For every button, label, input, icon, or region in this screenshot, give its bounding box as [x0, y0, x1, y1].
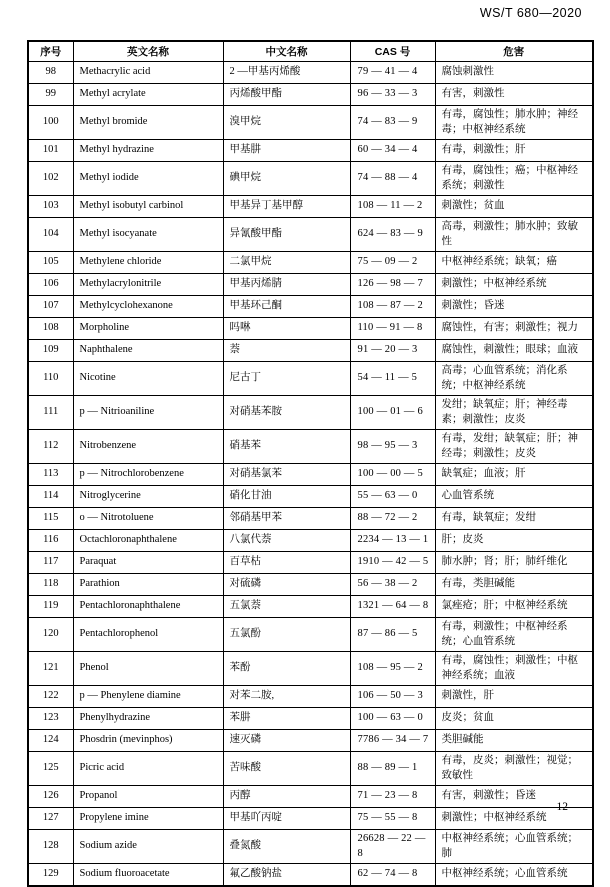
- cas-number-cell: 106 — 50 — 3: [350, 686, 435, 708]
- cas-number-cell: 75 — 55 — 8: [350, 808, 435, 830]
- chinese-name-cell: 速灭磷: [223, 730, 350, 752]
- table-row: [28, 362, 593, 396]
- chinese-name-cell: 叠氮酸: [223, 830, 350, 864]
- chinese-name-cell: 对硫磷: [223, 574, 350, 596]
- table-row: [28, 786, 593, 808]
- chinese-name-cell: 苯酚: [223, 652, 350, 686]
- cas-number-cell: 96 — 33 — 3: [350, 84, 435, 106]
- cas-number-cell: 2234 — 13 — 1: [350, 530, 435, 552]
- row-number-cell: 99: [28, 84, 73, 106]
- english-name-cell: Octachloronaphthalene: [73, 530, 223, 552]
- cas-number-cell: 98 — 95 — 3: [350, 430, 435, 464]
- row-number-cell: 118: [28, 574, 73, 596]
- hazard-cell: 中枢神经系统；心血管系统: [435, 864, 593, 887]
- hazard-cell: 有害，刺激性: [435, 84, 593, 106]
- english-name-cell: Sodium azide: [73, 830, 223, 864]
- hazard-cell: 发绀；缺氧症；肝；神经毒素；刺激性；皮炎: [435, 396, 593, 430]
- row-number-cell: 101: [28, 140, 73, 162]
- hazard-cell: 缺氧症；血液；肝: [435, 464, 593, 486]
- hazard-cell: 高毒；心血管系统；消化系统；中枢神经系统: [435, 362, 593, 396]
- english-name-cell: Methylcyclohexanone: [73, 296, 223, 318]
- chinese-name-cell: 甲基异丁基甲醇: [223, 196, 350, 218]
- row-number-cell: 109: [28, 340, 73, 362]
- col-header-cas-number: CAS 号: [350, 41, 435, 62]
- chinese-name-cell: 对硝基氯苯: [223, 464, 350, 486]
- hazard-cell: 腐蚀刺激性: [435, 62, 593, 84]
- english-name-cell: Sodium fluoroacetate: [73, 864, 223, 887]
- hazard-cell: 心血管系统: [435, 486, 593, 508]
- hazard-cell: 中枢神经系统；心血管系统；肺: [435, 830, 593, 864]
- english-name-cell: Methyl isobutyl carbinol: [73, 196, 223, 218]
- hazard-cell: 有毒，皮炎；刺激性；视觉；致敏性: [435, 752, 593, 786]
- table-row: [28, 274, 593, 296]
- row-number-cell: 110: [28, 362, 73, 396]
- english-name-cell: Methyl acrylate: [73, 84, 223, 106]
- chinese-name-cell: 硝基苯: [223, 430, 350, 464]
- english-name-cell: Propylene imine: [73, 808, 223, 830]
- hazard-cell: 有毒，类胆碱能: [435, 574, 593, 596]
- chinese-name-cell: 碘甲烷: [223, 162, 350, 196]
- chinese-name-cell: 五氯萘: [223, 596, 350, 618]
- table-row: [28, 218, 593, 252]
- table-row: [28, 708, 593, 730]
- table-row: [28, 552, 593, 574]
- table-row: [28, 106, 593, 140]
- english-name-cell: Methyl bromide: [73, 106, 223, 140]
- cas-number-cell: 7786 — 34 — 7: [350, 730, 435, 752]
- hazard-cell: 有毒，刺激性；肝: [435, 140, 593, 162]
- row-number-cell: 112: [28, 430, 73, 464]
- chemical-hazard-table: [27, 40, 594, 887]
- hazard-cell: 有毒，刺激性；中枢神经系统；心血管系统: [435, 618, 593, 652]
- row-number-cell: 128: [28, 830, 73, 864]
- row-number-cell: 125: [28, 752, 73, 786]
- hazard-cell: 有毒，腐蚀性；肺水肿；神经毒；中枢神经系统: [435, 106, 593, 140]
- row-number-cell: 120: [28, 618, 73, 652]
- hazard-cell: 氯痤疮；肝；中枢神经系统: [435, 596, 593, 618]
- english-name-cell: Morpholine: [73, 318, 223, 340]
- hazard-cell: 高毒，刺激性；肺水肿；致敏性: [435, 218, 593, 252]
- cas-number-cell: 74 — 88 — 4: [350, 162, 435, 196]
- cas-number-cell: 74 — 83 — 9: [350, 106, 435, 140]
- table-row: [28, 318, 593, 340]
- cas-number-cell: 26628 — 22 — 8: [350, 830, 435, 864]
- row-number-cell: 103: [28, 196, 73, 218]
- english-name-cell: Phenol: [73, 652, 223, 686]
- english-name-cell: Methacrylic acid: [73, 62, 223, 84]
- hazard-cell: 有毒，缺氧症；发绀: [435, 508, 593, 530]
- row-number-cell: 102: [28, 162, 73, 196]
- table-row: [28, 196, 593, 218]
- cas-number-cell: 87 — 86 — 5: [350, 618, 435, 652]
- hazard-cell: 腐蚀性，有害；刺激性；视力: [435, 318, 593, 340]
- hazard-cell: 肺水肿；肾；肝；肺纤维化: [435, 552, 593, 574]
- table-row: [28, 530, 593, 552]
- table-row: [28, 340, 593, 362]
- chinese-name-cell: 五氯酚: [223, 618, 350, 652]
- row-number-cell: 107: [28, 296, 73, 318]
- cas-number-cell: 1321 — 64 — 8: [350, 596, 435, 618]
- cas-number-cell: 624 — 83 — 9: [350, 218, 435, 252]
- hazard-cell: 皮炎；贫血: [435, 708, 593, 730]
- hazard-cell: 有毒，腐蚀性；癌；中枢神经系统；刺激性: [435, 162, 593, 196]
- cas-number-cell: 100 — 63 — 0: [350, 708, 435, 730]
- english-name-cell: Paraquat: [73, 552, 223, 574]
- table-row: [28, 618, 593, 652]
- table-row: [28, 140, 593, 162]
- table-row: [28, 62, 593, 84]
- hazard-cell: 中枢神经系统；缺氧；癌: [435, 252, 593, 274]
- table-row: [28, 574, 593, 596]
- english-name-cell: Picric acid: [73, 752, 223, 786]
- english-name-cell: Parathion: [73, 574, 223, 596]
- english-name-cell: Pentachloronaphthalene: [73, 596, 223, 618]
- row-number-cell: 106: [28, 274, 73, 296]
- hazard-cell: 刺激性，肝: [435, 686, 593, 708]
- english-name-cell: Phenylhydrazine: [73, 708, 223, 730]
- cas-number-cell: 71 — 23 — 8: [350, 786, 435, 808]
- chinese-name-cell: 丙醇: [223, 786, 350, 808]
- chinese-name-cell: 异氰酸甲酯: [223, 218, 350, 252]
- english-name-cell: Phosdrin (mevinphos): [73, 730, 223, 752]
- chinese-name-cell: 对苯二胺,: [223, 686, 350, 708]
- table-row: [28, 430, 593, 464]
- row-number-cell: 108: [28, 318, 73, 340]
- hazard-cell: 刺激性；贫血: [435, 196, 593, 218]
- row-number-cell: 119: [28, 596, 73, 618]
- table-row: [28, 486, 593, 508]
- chinese-name-cell: 对硝基苯胺: [223, 396, 350, 430]
- row-number-cell: 104: [28, 218, 73, 252]
- chinese-name-cell: 苦味酸: [223, 752, 350, 786]
- cas-number-cell: 100 — 00 — 5: [350, 464, 435, 486]
- english-name-cell: o — Nitrotoluene: [73, 508, 223, 530]
- english-name-cell: Methyl iodide: [73, 162, 223, 196]
- cas-number-cell: 88 — 89 — 1: [350, 752, 435, 786]
- english-name-cell: Methyl isocyanate: [73, 218, 223, 252]
- chinese-name-cell: 氟乙酸钠盐: [223, 864, 350, 887]
- row-number-cell: 105: [28, 252, 73, 274]
- english-name-cell: Nitrobenzene: [73, 430, 223, 464]
- cas-number-cell: 108 — 87 — 2: [350, 296, 435, 318]
- col-header-chinese-name: 中文名称: [223, 41, 350, 62]
- cas-number-cell: 75 — 09 — 2: [350, 252, 435, 274]
- table-row: [28, 508, 593, 530]
- table-row: [28, 162, 593, 196]
- col-header-hazard: 危害: [435, 41, 593, 62]
- table-row: [28, 752, 593, 786]
- cas-number-cell: 60 — 34 — 4: [350, 140, 435, 162]
- cas-number-cell: 108 — 95 — 2: [350, 652, 435, 686]
- chinese-name-cell: 甲基吖丙啶: [223, 808, 350, 830]
- chinese-name-cell: 丙烯酸甲酯: [223, 84, 350, 106]
- hazard-cell: 类胆碱能: [435, 730, 593, 752]
- chinese-name-cell: 二氯甲烷: [223, 252, 350, 274]
- cas-number-cell: 88 — 72 — 2: [350, 508, 435, 530]
- table-row: [28, 652, 593, 686]
- chinese-name-cell: 吗啉: [223, 318, 350, 340]
- english-name-cell: Pentachlorophenol: [73, 618, 223, 652]
- cas-number-cell: 1910 — 42 — 5: [350, 552, 435, 574]
- row-number-cell: 111: [28, 396, 73, 430]
- row-number-cell: 115: [28, 508, 73, 530]
- col-header-index: 序号: [28, 41, 73, 62]
- table-row: [28, 396, 593, 430]
- hazard-cell: 有毒，腐蚀性；刺激性；中枢神经系统；血液: [435, 652, 593, 686]
- cas-number-cell: 91 — 20 — 3: [350, 340, 435, 362]
- chinese-name-cell: 八氯代萘: [223, 530, 350, 552]
- row-number-cell: 126: [28, 786, 73, 808]
- row-number-cell: 121: [28, 652, 73, 686]
- row-number-cell: 113: [28, 464, 73, 486]
- table-row: [28, 252, 593, 274]
- hazard-cell: 刺激性；中枢神经系统: [435, 808, 593, 830]
- english-name-cell: p — Nitrioaniline: [73, 396, 223, 430]
- table-header-row: [28, 41, 593, 62]
- row-number-cell: 98: [28, 62, 73, 84]
- cas-number-cell: 100 — 01 — 6: [350, 396, 435, 430]
- row-number-cell: 100: [28, 106, 73, 140]
- chinese-name-cell: 邻硝基甲苯: [223, 508, 350, 530]
- row-number-cell: 123: [28, 708, 73, 730]
- chinese-name-cell: 苯肼: [223, 708, 350, 730]
- table-row: [28, 84, 593, 106]
- english-name-cell: p — Phenylene diamine: [73, 686, 223, 708]
- english-name-cell: Naphthalene: [73, 340, 223, 362]
- english-name-cell: p — Nitrochlorobenzene: [73, 464, 223, 486]
- chinese-name-cell: 2 —甲基丙烯酸: [223, 62, 350, 84]
- cas-number-cell: 110 — 91 — 8: [350, 318, 435, 340]
- chinese-name-cell: 甲基环己酮: [223, 296, 350, 318]
- row-number-cell: 116: [28, 530, 73, 552]
- chinese-name-cell: 萘: [223, 340, 350, 362]
- row-number-cell: 129: [28, 864, 73, 887]
- english-name-cell: Methylacrylonitrile: [73, 274, 223, 296]
- cas-number-cell: 56 — 38 — 2: [350, 574, 435, 596]
- chinese-name-cell: 甲基丙烯腈: [223, 274, 350, 296]
- cas-number-cell: 79 — 41 — 4: [350, 62, 435, 84]
- english-name-cell: Methyl hydrazine: [73, 140, 223, 162]
- hazard-cell: 肝；皮炎: [435, 530, 593, 552]
- table-row: [28, 830, 593, 864]
- english-name-cell: Propanol: [73, 786, 223, 808]
- cas-number-cell: 62 — 74 — 8: [350, 864, 435, 887]
- row-number-cell: 114: [28, 486, 73, 508]
- col-header-english-name: 英文名称: [73, 41, 223, 62]
- cas-number-cell: 54 — 11 — 5: [350, 362, 435, 396]
- hazard-cell: 刺激性；中枢神经系统: [435, 274, 593, 296]
- hazard-cell: 刺激性；昏迷: [435, 296, 593, 318]
- table-row: [28, 864, 593, 887]
- row-number-cell: 124: [28, 730, 73, 752]
- chinese-name-cell: 硝化甘油: [223, 486, 350, 508]
- row-number-cell: 122: [28, 686, 73, 708]
- row-number-cell: 117: [28, 552, 73, 574]
- cas-number-cell: 126 — 98 — 7: [350, 274, 435, 296]
- table-row: [28, 464, 593, 486]
- row-number-cell: 127: [28, 808, 73, 830]
- english-name-cell: Nicotine: [73, 362, 223, 396]
- page-number: 12: [556, 801, 568, 813]
- english-name-cell: Methylene chloride: [73, 252, 223, 274]
- cas-number-cell: 108 — 11 — 2: [350, 196, 435, 218]
- table-row: [28, 686, 593, 708]
- hazard-cell: 有害，刺激性；昏迷: [435, 786, 593, 808]
- table-body: [28, 62, 593, 887]
- table-row: [28, 296, 593, 318]
- english-name-cell: Nitroglycerine: [73, 486, 223, 508]
- chinese-name-cell: 溴甲烷: [223, 106, 350, 140]
- chinese-name-cell: 尼古丁: [223, 362, 350, 396]
- table-row: [28, 730, 593, 752]
- cas-number-cell: 55 — 63 — 0: [350, 486, 435, 508]
- hazard-cell: 腐蚀性，刺激性；眼球；血液: [435, 340, 593, 362]
- chinese-name-cell: 百草枯: [223, 552, 350, 574]
- standard-code: WS/T 680—2020: [479, 6, 582, 20]
- table-row: [28, 808, 593, 830]
- hazard-cell: 有毒，发绀；缺氧症；肝；神经毒；刺激性；皮炎: [435, 430, 593, 464]
- chinese-name-cell: 甲基肼: [223, 140, 350, 162]
- table-row: [28, 596, 593, 618]
